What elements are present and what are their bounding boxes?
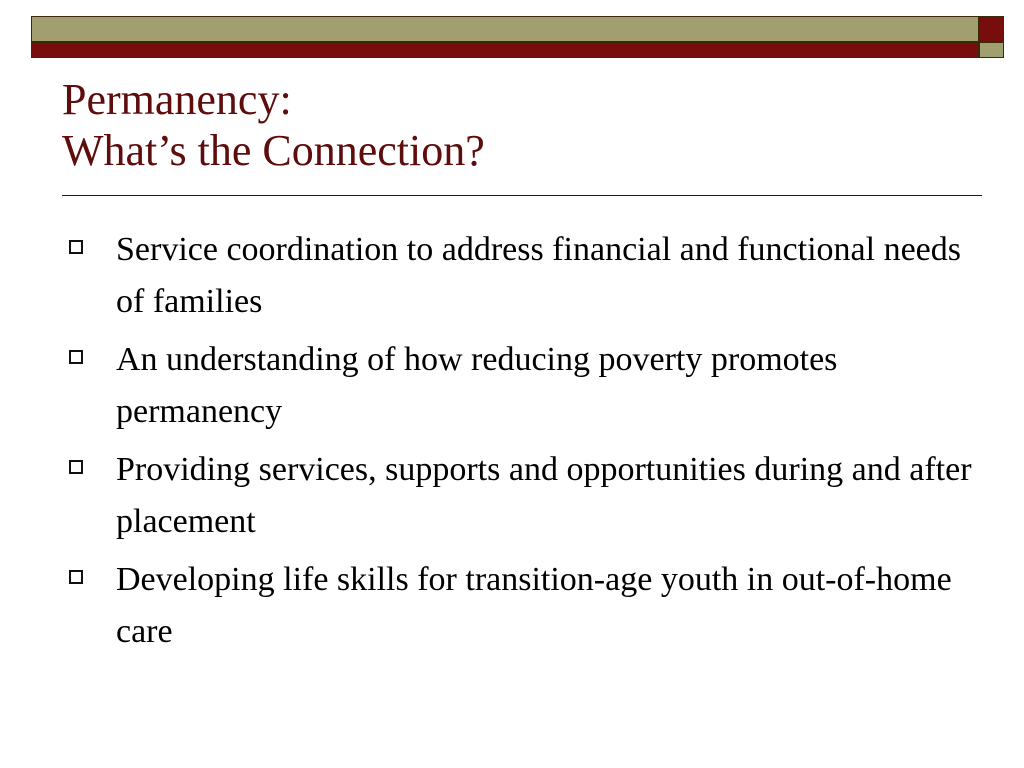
bullet-item [66, 444, 986, 548]
bullet-text: Developing life skills for transition-age youth in out-of-home care [116, 561, 952, 650]
bullet-item [66, 554, 986, 658]
bullet-text: An understanding of how reducing poverty promotes permanency [116, 341, 838, 430]
hollow-square-bullet-icon [69, 240, 83, 254]
corner-square-olive [979, 42, 1004, 58]
bullet-text: Service coordination to address financial and functional needs of families [116, 231, 961, 320]
title-line: Permanency: [62, 75, 292, 124]
hollow-square-bullet-icon [69, 460, 83, 474]
bullet-list [66, 224, 986, 664]
bullet-item [66, 224, 986, 328]
corner-square-maroon [979, 16, 1004, 42]
bullet-item [66, 334, 986, 438]
header-bar-maroon [31, 42, 979, 58]
slide-title [62, 74, 962, 176]
hollow-square-bullet-icon [69, 350, 83, 364]
bullet-text: Providing services, supports and opportunities during and after placement [116, 451, 972, 540]
header-bar-olive [31, 16, 979, 42]
title-line: What’s the Connection? [62, 126, 485, 175]
title-divider [62, 195, 982, 196]
hollow-square-bullet-icon [69, 570, 83, 584]
